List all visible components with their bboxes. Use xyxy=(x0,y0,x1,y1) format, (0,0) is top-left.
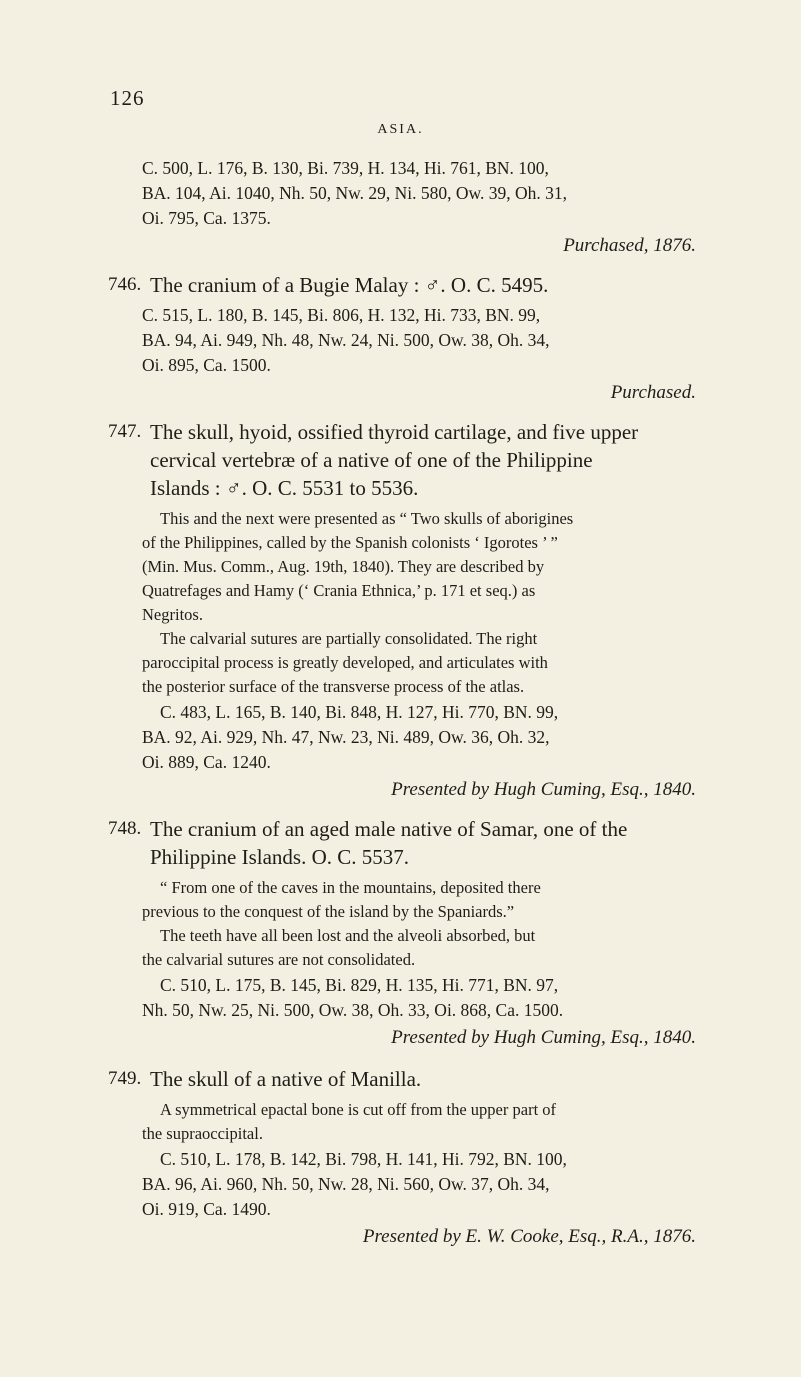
note-line: previous to the conquest of the island by the Spaniards.” xyxy=(142,902,515,921)
measurement-line: BA. 92, Ai. 929, Nh. 47, Nw. 23, Ni. 489, Ow. 36, Oh. 32, xyxy=(142,727,550,747)
entry-number: 746. xyxy=(108,274,142,295)
provenance-credit: Presented by E. W. Cooke, Esq., R.A., 1876. xyxy=(362,1226,696,1247)
note-line: of the Philippines, called by the Spanish colonists ‘ Igorotes ’ ” xyxy=(142,533,558,552)
page-number: 126 xyxy=(110,86,145,110)
note-line: the calvarial sutures are not consolidated. xyxy=(142,950,416,969)
entry-heading: The skull, hyoid, ossified thyroid cartilage, and five upper xyxy=(150,420,639,444)
provenance-credit: Purchased, 1876. xyxy=(563,235,696,256)
note-line: This and the next were presented as “ Two skulls of aborigines xyxy=(160,509,574,528)
measurement-line: Oi. 919, Ca. 1490. xyxy=(142,1199,271,1219)
measurement-line: C. 510, L. 175, B. 145, Bi. 829, H. 135, Hi. 771, BN. 97, xyxy=(160,975,559,995)
measurement-line: C. 510, L. 178, B. 142, Bi. 798, H. 141, Hi. 792, BN. 100, xyxy=(160,1149,567,1169)
entry-number: 748. xyxy=(108,818,142,839)
entry-heading: The skull of a native of Manilla. xyxy=(150,1067,422,1091)
measurement-line: C. 500, L. 176, B. 130, Bi. 739, H. 134, Hi. 761, BN. 100, xyxy=(142,158,549,178)
measurement-line: Oi. 795, Ca. 1375. xyxy=(142,208,271,228)
note-line: Quatrefages and Hamy (‘ Crania Ethnica,’ p. 171 et seq.) as xyxy=(142,581,536,600)
note-line: (Min. Mus. Comm., Aug. 19th, 1840). They are described by xyxy=(142,557,545,576)
measurement-line: Oi. 889, Ca. 1240. xyxy=(142,752,271,772)
entry-number: 749. xyxy=(108,1068,142,1089)
note-line: Negritos. xyxy=(142,605,203,624)
note-line: paroccipital process is greatly developed, and articulates with xyxy=(142,653,548,672)
entry-heading: cervical vertebræ of a native of one of the Philippine xyxy=(150,448,593,472)
measurement-line: Oi. 895, Ca. 1500. xyxy=(142,355,271,375)
note-line: A symmetrical epactal bone is cut off from the upper part of xyxy=(160,1100,557,1119)
measurement-line: Nh. 50, Nw. 25, Ni. 500, Ow. 38, Oh. 33, Oi. 868, Ca. 1500. xyxy=(142,1000,564,1020)
entry-heading: The cranium of an aged male native of Samar, one of the xyxy=(150,817,628,841)
running-head: ASIA. xyxy=(377,122,424,137)
note-line: The teeth have all been lost and the alveoli absorbed, but xyxy=(160,926,536,945)
note-line: the posterior surface of the transverse process of the atlas. xyxy=(142,677,525,696)
provenance-credit: Presented by Hugh Cuming, Esq., 1840. xyxy=(391,779,696,800)
note-line: The calvarial sutures are partially consolidated. The right xyxy=(160,629,538,648)
measurement-line: BA. 104, Ai. 1040, Nh. 50, Nw. 29, Ni. 580, Ow. 39, Oh. 31, xyxy=(142,183,568,203)
measurement-line: C. 483, L. 165, B. 140, Bi. 848, H. 127, Hi. 770, BN. 99, xyxy=(160,702,559,722)
entry-number: 747. xyxy=(108,421,142,442)
measurement-line: BA. 96, Ai. 960, Nh. 50, Nw. 28, Ni. 560, Ow. 37, Oh. 34, xyxy=(142,1174,550,1194)
measurement-line: BA. 94, Ai. 949, Nh. 48, Nw. 24, Ni. 500, Ow. 38, Oh. 34, xyxy=(142,330,550,350)
note-line: the supraoccipital. xyxy=(142,1124,263,1143)
note-line: “ From one of the caves in the mountains, deposited there xyxy=(160,878,541,897)
provenance-credit: Presented by Hugh Cuming, Esq., 1840. xyxy=(391,1027,696,1048)
entry-heading: The cranium of a Bugie Malay : ♂. O. C. 5495. xyxy=(150,273,549,297)
measurement-line: C. 515, L. 180, B. 145, Bi. 806, H. 132, Hi. 733, BN. 99, xyxy=(142,305,541,325)
provenance-credit: Purchased. xyxy=(610,382,696,403)
entry-heading: Philippine Islands. O. C. 5537. xyxy=(150,845,410,869)
entry-heading: Islands : ♂. O. C. 5531 to 5536. xyxy=(150,476,419,500)
